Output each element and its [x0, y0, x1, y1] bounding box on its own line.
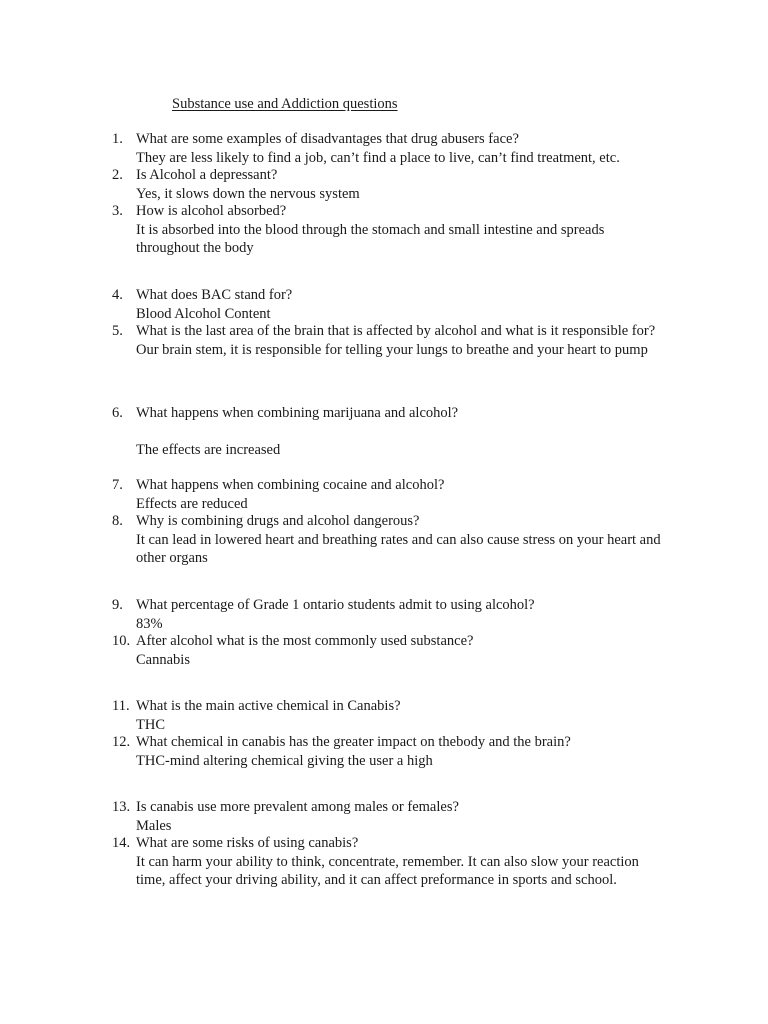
answer-text: The effects are increased — [136, 442, 281, 459]
item-number: 3. — [112, 203, 123, 219]
item-number: 9. — [112, 597, 123, 613]
question-text: What happens when combining marijuana and alcohol? — [136, 405, 459, 421]
item-number: 7. — [112, 477, 123, 493]
list-item — [112, 322, 672, 359]
list-item — [112, 476, 692, 513]
question-text: What are some risks of using canabis? — [136, 835, 359, 851]
answer-text: THC — [136, 716, 165, 733]
list-item — [112, 202, 632, 258]
answer-text: Cannabis — [136, 651, 190, 668]
list-item — [112, 286, 692, 323]
list-item — [112, 404, 692, 460]
list-item — [112, 697, 692, 734]
list-item — [112, 512, 692, 568]
answer-text: It can lead in lowered heart and breathing rates and can also cause stress on your heart and other organs — [136, 531, 661, 567]
answer-text: Blood Alcohol Content — [136, 305, 271, 322]
list-item — [112, 596, 692, 633]
answer-text: Males — [136, 817, 172, 834]
item-number: 14. — [112, 835, 131, 851]
list-item — [112, 733, 692, 770]
question-text: What is the main active chemical in Canabis? — [136, 698, 401, 714]
item-number: 6. — [112, 405, 123, 421]
answer-text: Our brain stem, it is responsible for telling your lungs to breathe and your heart to pump — [136, 341, 648, 358]
answer-text: It can harm your ability to think, concentrate, remember. It can also slow your reaction time, affect your driving ability, and it can affect preformance in sports and school. — [136, 853, 639, 889]
item-number: 1. — [112, 131, 123, 147]
question-text: Is canabis use more prevalent among males or females? — [136, 799, 459, 815]
question-text: Is Alcohol a depressant? — [136, 167, 278, 183]
answer-text: Effects are reduced — [136, 495, 248, 512]
answer-text: Yes, it slows down the nervous system — [136, 185, 360, 202]
question-text: What percentage of Grade 1 ontario students admit to using alcohol? — [136, 597, 535, 613]
list-item — [112, 798, 692, 835]
item-number: 5. — [112, 323, 123, 339]
item-number: 11. — [112, 698, 130, 714]
question-text: What are some examples of disadvantages that drug abusers face? — [136, 131, 519, 147]
list-item — [112, 834, 664, 890]
answer-text: 83% — [136, 615, 163, 632]
list-item — [112, 632, 692, 669]
item-number: 13. — [112, 799, 131, 815]
question-text: What is the last area of the brain that is affected by alcohol and what is it responsible for? — [136, 323, 656, 339]
question-text: What chemical in canabis has the greater impact on thebody and the brain? — [136, 734, 571, 750]
question-text: What does BAC stand for? — [136, 287, 293, 303]
item-number: 12. — [112, 734, 131, 750]
list-item — [112, 130, 692, 167]
answer-text: THC-mind altering chemical giving the user a high — [136, 752, 433, 769]
item-number: 8. — [112, 513, 123, 529]
question-text: How is alcohol absorbed? — [136, 203, 287, 219]
answer-text: It is absorbed into the blood through the stomach and small intestine and spreads throughout the body — [136, 221, 605, 257]
question-text: After alcohol what is the most commonly used substance? — [136, 633, 474, 649]
question-text: Why is combining drugs and alcohol dangerous? — [136, 513, 420, 529]
item-number: 10. — [112, 633, 131, 649]
question-text: What happens when combining cocaine and alcohol? — [136, 477, 445, 493]
item-number: 2. — [112, 167, 123, 183]
answer-text: They are less likely to find a job, can’t find a place to live, can’t find treatment, etc. — [136, 149, 620, 166]
item-number: 4. — [112, 287, 123, 303]
list-item — [112, 166, 692, 203]
document-title: Substance use and Addiction questions — [172, 96, 398, 112]
